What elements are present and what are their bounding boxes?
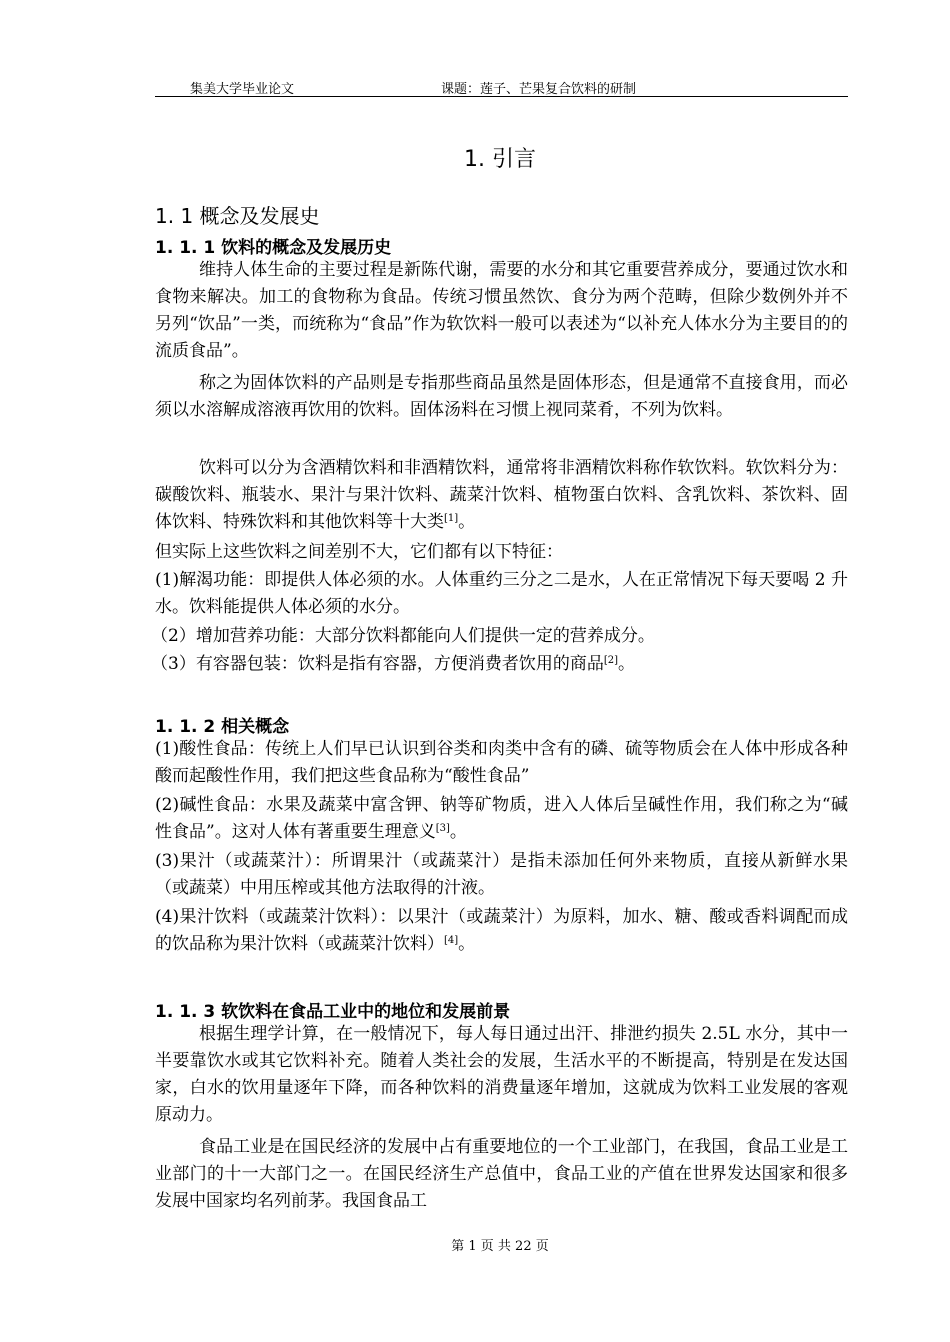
feature-item-3 <box>151 651 848 678</box>
citation-3: [3] <box>435 823 450 834</box>
concept-item-4-text: (4)果汁饮料（或蔬菜汁饮料）：以果汁（或蔬菜汁）为原料，加水、糖、酸或香料调配而成的饮品称为果汁饮料（或蔬菜汁饮料） <box>155 907 848 954</box>
concept-item-2-text: (2)碱性食品：水果及蔬菜中富含钾、钠等矿物质，进入人体后呈碱性作用，我们称之为“碱性食品”。这对人体有著重要生理意义 <box>155 795 848 842</box>
page-header <box>155 78 848 96</box>
feature-item-1: (1)解渴功能：即提供人体必须的水。人体重约三分之二是水，人在正常情况下每天要喝 2 升水。饮料能提供人体必须的水分。 <box>155 570 848 617</box>
header-school: 集美大学毕业论文 <box>190 82 295 97</box>
concept-item-2 <box>155 792 848 846</box>
paragraph-3 <box>155 455 848 536</box>
paragraph-6: 食品工业是在国民经济的发展中占有重要地位的一个工业部门，在我国，食品工业是工业部门的十一大部门之一。在国民经济生产总值中，食品工业的产值在世界发达国家和很多发展中国家均名列前茅。我国食品工 <box>155 1137 848 1211</box>
feature-item-3-end: 。 <box>618 654 635 674</box>
concept-item-2-end: 。 <box>449 822 467 842</box>
citation-4: [4] <box>444 935 459 946</box>
paragraph-3-text: 饮料可以分为含酒精饮料和非酒精饮料，通常将非酒精饮料称作软饮料。软饮料分为：碳酸饮料、瓶装水、果汁与果汁饮料、蔬菜汁饮料、植物蛋白饮料、含乳饮料、茶饮料、固体饮料、特殊饮料和其他饮料等十大类 <box>155 458 848 532</box>
section-heading-1-1: 1. 1 概念及发展史 <box>155 204 320 228</box>
paragraph-2: 称之为固体饮料的产品则是专指那些商品虽然是固体形态，但是通常不直接食用，而必须以水溶解成溶液再饮用的饮料。固体汤料在习惯上视同菜肴，不列为饮料。 <box>155 373 848 420</box>
page-number: 第 1 页 共 22 页 <box>451 1239 549 1254</box>
feature-item-3-text: （3）有容器包装：饮料是指有容器，方便消费者饮用的商品 <box>151 654 604 674</box>
header-divider <box>155 96 848 97</box>
paragraph-5: 根据生理学计算，在一般情况下，每人每日通过出汗、排泄约损失 2.5L 水分，其中一半要靠饮水或其它饮料补充。随着人类社会的发展，生活水平的不断提高，特别是在发达国家，白水的饮用量逐年下降，而各种饮料的消费量逐年增加，这就成为饮料工业发展的客观原动力。 <box>155 1024 848 1125</box>
concept-item-3: (3)果汁（或蔬菜汁）：所谓果汁（或蔬菜汁）是指未添加任何外来物质，直接从新鲜水果（或蔬菜）中用压榨或其他方法取得的汁液。 <box>155 851 848 898</box>
header-topic: 课题：莲子、芒果复合饮料的研制 <box>441 82 637 97</box>
concept-item-4-end: 。 <box>458 934 476 954</box>
citation-1: [1] <box>444 513 459 524</box>
concept-item-4 <box>155 904 848 958</box>
section-heading-1-1-3: 1. 1. 3 软饮料在食品工业中的地位和发展前景 <box>155 1002 511 1022</box>
section-heading-1-1-2: 1. 1. 2 相关概念 <box>155 717 290 737</box>
section-heading-1-1-1: 1. 1. 1 饮料的概念及发展历史 <box>155 238 392 258</box>
paragraph-4: 但实际上这些饮料之间差别不大，它们都有以下特征： <box>155 542 563 562</box>
feature-item-2: （2）增加营养功能：大部分饮料都能向人们提供一定的营养成分。 <box>151 626 655 646</box>
chapter-title: 1. 引言 <box>464 147 536 172</box>
concept-item-1: (1)酸性食品：传统上人们早已认识到谷类和肉类中含有的磷、硫等物质会在人体中形成各种酸而起酸性作用，我们把这些食品称为“酸性食品” <box>155 739 848 786</box>
paragraph-1: 维持人体生命的主要过程是新陈代谢，需要的水分和其它重要营养成分，要通过饮水和食物来解决。加工的食物称为食品。传统习惯虽然饮、食分为两个范畴，但除少数例外并不另列“饮品”一类，而统称为“食品”作为软饮料一般可以表述为“以补充人体水分为主要目的的流质食品”。 <box>155 260 848 361</box>
paragraph-3-end: 。 <box>458 512 476 532</box>
citation-2: [2] <box>603 655 618 666</box>
